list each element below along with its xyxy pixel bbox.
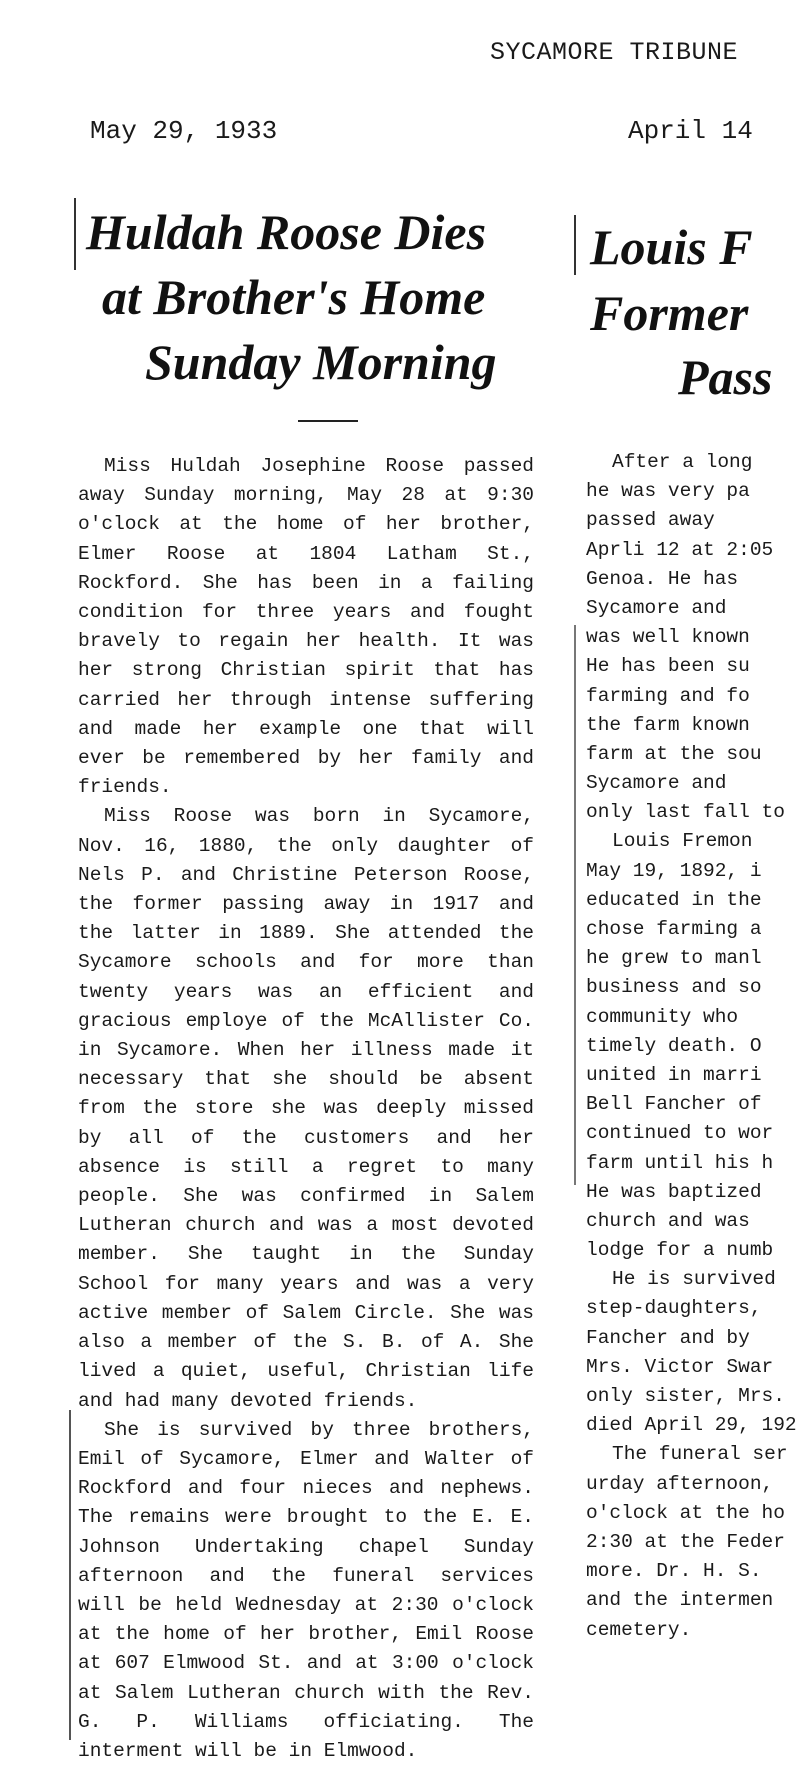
right-article-line: united in marri: [586, 1063, 762, 1086]
right-article-line: the farm known: [586, 713, 750, 736]
column-rule: [574, 215, 576, 275]
right-article-line: urday afternoon,: [586, 1472, 774, 1495]
right-article-line: chose farming a: [586, 918, 762, 940]
article-body: [78, 452, 534, 1766]
right-article-line: farm until his h: [586, 1151, 774, 1174]
column-rule-middle: [574, 625, 576, 1185]
right-article-line: and the intermen: [586, 1589, 774, 1612]
right-article-line: He has been su: [586, 655, 750, 678]
paragraph-2: Miss Roose was born in Sycamore, Nov. 16, 1880, the only daughter of Nels P. and Christine Peterson Roose, the former passing away in 1917 and the latter in 1889. She attended the Sycamore schools and for more than twenty years was an efficient and gracious employe of the McAllister Co. in Sycamore. When her illness made it necessary that she should be absent from the store she was deeply missed by all of the customers and her absence is still a regret to many people. She was confirmed in Salem Lutheran church and was a most devoted member. She taught in the Sunday School for many years and was a very active member of Salem Circle. She was also a member of the S. B. of A. She lived a quiet, useful, Christian life and had many devoted friends.: [78, 805, 534, 1412]
right-article-line: church and was: [586, 1209, 750, 1232]
right-headline-line-2: Former: [590, 285, 749, 341]
right-article-line: o'clock at the ho: [586, 1501, 785, 1524]
right-article-line: May 19, 1892, i: [586, 859, 762, 882]
column-rule-lower: [69, 1410, 71, 1740]
right-article-line: timely death. O: [586, 1034, 762, 1057]
right-article-line: he was very pa: [586, 480, 750, 503]
right-article-line: community who: [586, 1005, 739, 1028]
right-article-body: [586, 448, 797, 1645]
right-article-line: He is survived: [612, 1268, 776, 1291]
right-article-line: Louis Fremon: [612, 830, 753, 853]
right-article-line: died April 29, 192: [586, 1414, 797, 1437]
right-article-line: only last fall to: [586, 801, 785, 824]
right-article-line: 2:30 at the Feder: [586, 1530, 785, 1553]
right-article-line: Sycamore and: [586, 596, 727, 619]
right-headline-line-3: Pass: [678, 349, 773, 405]
headline-line-2: at Brother's Home: [102, 269, 486, 325]
right-article-line: The funeral ser: [612, 1443, 788, 1466]
date-left: May 29, 1933: [90, 116, 278, 146]
right-article-line: only sister, Mrs.: [586, 1385, 785, 1407]
right-article-line: Genoa. He has: [586, 567, 739, 590]
right-article-line: more. Dr. H. S.: [586, 1560, 762, 1583]
right-article-line: he grew to manl: [586, 947, 762, 970]
paragraph-3: She is survived by three brothers, Emil of Sycamore, Elmer and Walter of Rockford and four nieces and nephews. The remains were brought to the E. E. Johnson Undertaking chapel Sunday afternoon and the funeral services will be held Wednesday at 2:30 o'clock at the home of her brother, Emil Roose at 607 Elmwood St. and at 3:00 o'clock at Salem Lutheran church with the Rev. G. P. Williams officiating. The interment will be in Elmwood.: [78, 1418, 534, 1762]
headline-divider: [298, 420, 358, 422]
right-headline-line-1: Louis F: [590, 219, 753, 275]
right-article-line: After a long: [612, 451, 753, 473]
right-article-line: Bell Fancher of: [586, 1093, 762, 1116]
right-article-line: farm at the sou: [586, 742, 762, 765]
right-article-line: Fancher and by: [586, 1326, 750, 1349]
paragraph-1: Miss Huldah Josephine Roose passed away Sunday morning, May 28 at 9:30 o'clock at the home of her brother, Elmer Roose at 1804 Latham St., Rockford. She has been in a failing condition for three years and fought bravely to regain her health. It was her strong Christian spirit that has carried her through intense suffering and made her example one that will ever be remembered by her family and friends.: [78, 455, 534, 799]
right-article-line: Sycamore and: [586, 772, 727, 795]
right-article-line: farming and fo: [586, 684, 750, 707]
right-article-line: continued to wor: [586, 1122, 774, 1145]
newspaper-name: SYCAMORE TRIBUNE: [490, 38, 739, 67]
right-article-line: lodge for a numb: [586, 1239, 774, 1262]
right-article: [574, 195, 797, 1675]
right-article-line: was well known: [586, 626, 750, 649]
right-article-line: business and so: [586, 976, 762, 999]
headline-line-1: Huldah Roose Dies: [86, 204, 487, 260]
right-article-line: educated in the: [586, 888, 762, 911]
right-article-line: passed away: [586, 509, 715, 532]
right-article-line: Aprli 12 at 2:05: [586, 538, 774, 561]
right-article-line: cemetery.: [586, 1618, 692, 1641]
column-rule: [74, 198, 76, 270]
date-right: April 14: [628, 116, 753, 146]
headline-line-3: Sunday Morning: [145, 334, 497, 390]
right-article-line: step-daughters,: [586, 1297, 762, 1320]
right-article-line: Mrs. Victor Swar: [586, 1355, 774, 1378]
right-article-line: He was baptized: [586, 1180, 762, 1203]
